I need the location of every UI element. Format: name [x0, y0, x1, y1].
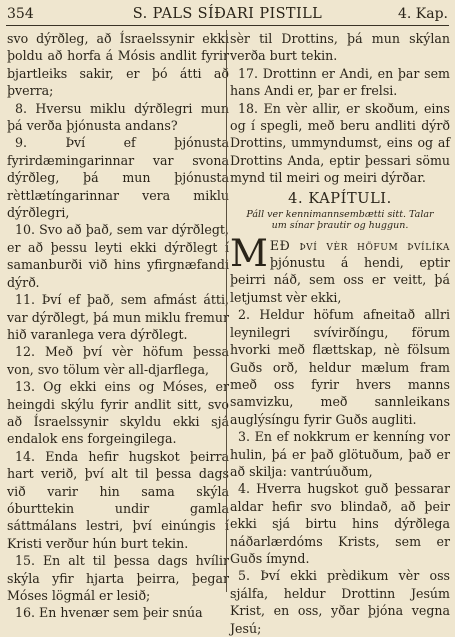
verse-paragraph: 14. Enda hefir hugskot þeirra hart verið, því alt til þessa dags við varir hin sama skýla óburttekin undir gamla sáttmálans lestri, því einúngis í Kristi verður hún burt tekin.: [7, 448, 229, 551]
running-title: S. PALS SÍÐARI PISTILL: [132, 6, 323, 22]
drop-cap: M: [230, 231, 267, 275]
verse-paragraph: 4. Hverra hugskot guð þessarar aldar hefir svo blindað, að þeir ekki sjá birtu hins dýrðlega náðarlærdóms Krists, sem er Guðs ímynd.: [230, 481, 450, 566]
verse-paragraph: 8. Hversu miklu dýrðlegri mun þá verða þjónusta andans?: [7, 100, 229, 134]
verse-paragraph: 5. Því ekki prèdikum vèr oss sjálfa, heldur Drottinn Jesúm Krist, en oss, yðar þjóna vegna Jesú;: [230, 568, 450, 636]
verse-paragraph: 12. Með því vèr höfum þessa von, svo tölum vèr all-djarflega,: [7, 344, 229, 377]
left-column: [7, 30, 229, 622]
header-rule: [6, 25, 449, 26]
verse-paragraph: 17. Drottinn er Andi, en þar sem hans Andi er, þar er frelsi.: [230, 65, 450, 99]
chapter-label: 4. Kap.: [397, 6, 448, 22]
verse-paragraph: 15. En alt til þessa dags hvílir skýla yfir hjarta þeirra, þegar Móses lögmál er lesið;: [7, 553, 229, 603]
chapter-heading: 4. KAPÍTULI.: [288, 190, 392, 207]
right-column: [230, 30, 450, 637]
verse-paragraph: svo dýrðleg, að Ísraelssynir ekki þoldu að horfa á Mósis andlit fyrir bjartleiks sakir, er þó átti að þverra;: [7, 31, 229, 99]
verse-paragraph: 2. Heldur höfum afneitað allri leynilegri svívirðíngu, förum hvorki með flættskap, nè fölsum Guðs orð, heldur mælum fram með oss fyrir hvers manns samvizku, með sannleikans auglýsíngu fyrir Guðs augliti.: [230, 307, 450, 427]
verse-paragraph: sèr til Drottins, þá mun skýlan verða burt tekin.: [230, 31, 450, 64]
page-header: [7, 6, 448, 24]
page-number: 354: [7, 6, 34, 22]
verse-paragraph: 10. Svo að það, sem var dýrðlegt, er að þessu leyti ekki dýrðlegt í samanburði við hins yfirgnæfandi dýrð.: [7, 222, 229, 290]
chapter-summary: Páll ver kennimannsembætti sitt. Talar um sínar þrautir og huggun.: [246, 208, 434, 231]
verse-paragraph: 11. Því ef það, sem afmást átti, var dýrðlegt, þá mun miklu fremur hið varanlega vera dýrðlegt.: [7, 292, 229, 342]
verse-paragraph: 13. Og ekki eins og Móses, er heingdi skýlu fyrir andlit sitt, svo að Ísraelssynir skyldu ekki sjá endalok ens forgeingilega.: [7, 379, 229, 447]
verse-paragraph: 16. En hvenær sem þeir snúa: [15, 605, 203, 621]
column-divider: [226, 30, 227, 592]
verse-paragraph: 9. Því ef þjónusta fyrirdæmingarinnar var svona dýrðleg, þá mun þjónusta rèttlætíngarinnar vera miklu dýrðlegri,: [7, 135, 229, 221]
first-verse-rest: þjónustu á hendi, eptir þeirri náð, sem oss er veitt, þá letjumst vèr ekki,: [230, 255, 450, 305]
first-words: EÐ því vèr höfum þvílíka: [269, 237, 450, 253]
verse-paragraph: 18. En vèr allir, er skoðum, eins og í spegli, með beru andliti dýrð Drottins, ummyndumst, eins og af Drottins Anda, eptir þessari sömu mynd til meiri og meiri dýrðar.: [230, 100, 450, 186]
chapter-first-verse: [230, 231, 450, 307]
verse-paragraph: 3. En ef nokkrum er kenníng vor hulin, þá er það glötuðum, það er að skilja: vantrúuðum,: [230, 429, 450, 479]
